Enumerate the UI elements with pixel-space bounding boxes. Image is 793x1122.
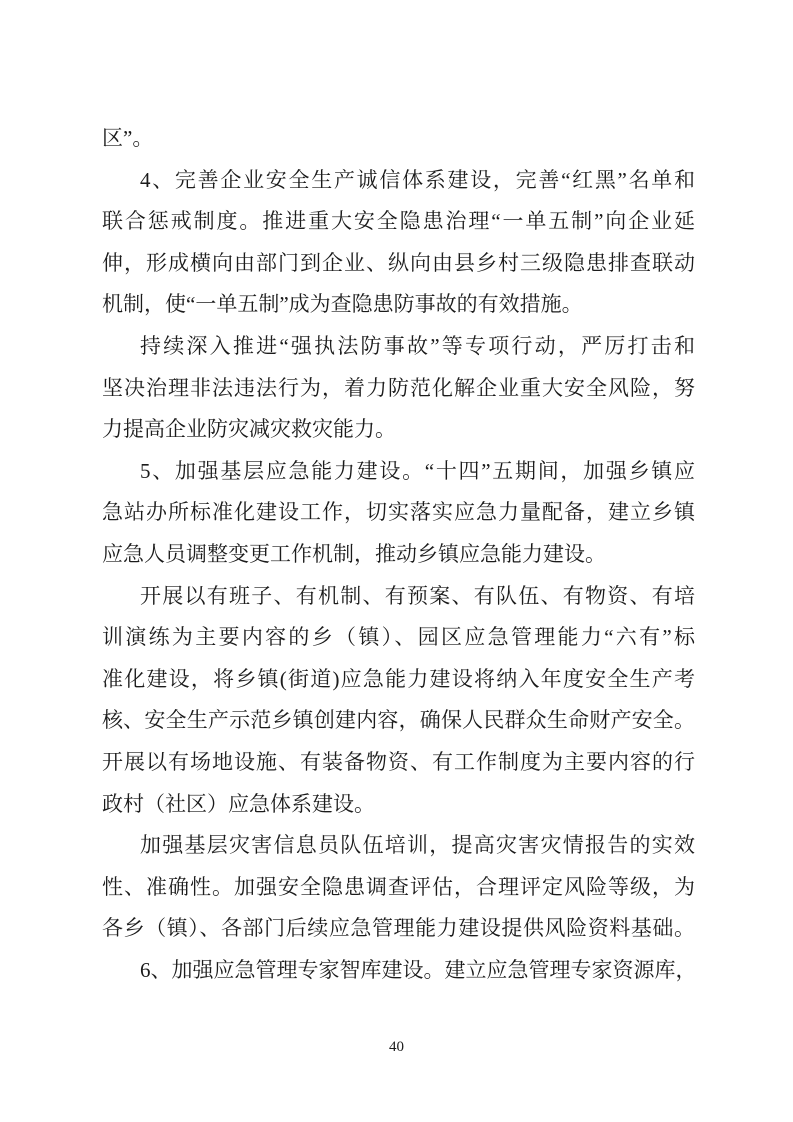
text-line: 6、加强应急管理专家智库建设。建立应急管理专家资源库，: [140, 957, 697, 982]
text-line: 核、安全生产示范乡镇创建内容，确保人民群众生命财产安全。: [102, 708, 695, 733]
text-line: 加强基层灾害信息员队伍培训，提高灾害灾情报告的实效: [140, 833, 695, 858]
text-line: 持续深入推进“强执法防事故”等专项行动，严厉打击和: [140, 333, 695, 358]
text-line: 联合惩戒制度。推进重大安全隐患治理“一单五制”向企业延: [102, 209, 695, 234]
text-line: 政村（社区）应急体系建设。: [102, 791, 375, 816]
text-line: 开展以有场地设施、有装备物资、有工作制度为主要内容的行: [102, 749, 695, 774]
text-line: 急站办所标准化建设工作，切实落实应急力量配备，建立乡镇: [102, 500, 695, 525]
text-line: 区”。: [102, 126, 154, 150]
text-line: 5、加强基层应急能力建设。“十四”五期间，加强乡镇应: [140, 458, 695, 483]
page-body: [102, 118, 695, 991]
text-line: 4、完善企业安全生产诚信体系建设，完善“红黑”名单和: [140, 167, 695, 192]
text-line: 开展以有班子、有机制、有预案、有队伍、有物资、有培: [140, 583, 695, 608]
text-line: 性、准确性。加强安全隐患调查评估，合理评定风险等级，为: [102, 874, 695, 899]
text-line: 坚决治理非法违法行为，着力防范化解企业重大安全风险，努: [102, 375, 695, 400]
page-number: 40: [389, 1039, 404, 1055]
text-line: 各乡（镇）、各部门后续应急管理能力建设提供风险资料基础。: [102, 916, 695, 941]
text-line: 训演练为主要内容的乡（镇）、园区应急管理能力“六有”标: [102, 625, 695, 650]
text-line: 准化建设，将乡镇(街道)应急能力建设将纳入年度安全生产考: [102, 666, 695, 691]
text-line: 伸，形成横向由部门到企业、纵向由县乡村三级隐患排查联动: [102, 250, 695, 275]
text-line: 力提高企业防灾减灾救灾能力。: [102, 417, 396, 442]
text-line: 应急人员调整变更工作机制，推动乡镇应急能力建设。: [102, 541, 606, 566]
text-line: 机制，使“一单五制”成为查隐患防事故的有效措施。: [102, 292, 583, 317]
